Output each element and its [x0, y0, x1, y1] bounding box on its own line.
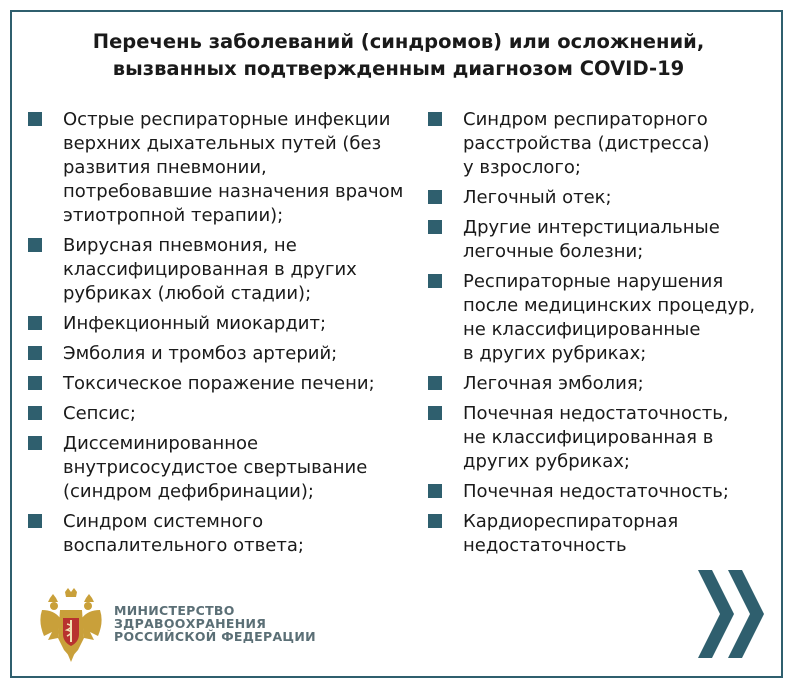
ministry-line-1: МИНИСТЕРСТВО [114, 603, 235, 618]
square-bullet-icon [428, 514, 442, 528]
list-item [428, 216, 773, 264]
list-item-text: Эмболия и тромбоз артерий; [63, 343, 338, 364]
list-item [28, 402, 423, 426]
list-item-text: Синдром респираторного расстройства (дистресса) у взрослого; [463, 109, 710, 178]
list-item [28, 510, 423, 558]
square-bullet-icon [428, 274, 442, 288]
title-line-1: Перечень заболеваний (синдромов) или осложнений, [92, 30, 705, 53]
list-item [428, 372, 773, 396]
square-bullet-icon [428, 220, 442, 234]
square-bullet-icon [428, 484, 442, 498]
square-bullet-icon [428, 190, 442, 204]
left-disease-list [28, 108, 423, 558]
list-item [428, 108, 773, 180]
square-bullet-icon [28, 406, 42, 420]
double-chevron-right-icon [698, 570, 768, 658]
list-item-text: Сепсис; [63, 403, 136, 424]
list-item-text: Синдром системного воспалительного ответа; [63, 511, 304, 556]
list-item [428, 510, 773, 558]
list-item [428, 402, 773, 474]
list-item-text: Диссеминированное внутрисосудистое свертывание (синдром дефибринации); [63, 433, 368, 502]
square-bullet-icon [28, 316, 42, 330]
title-line-2: вызванных подтвержденным диагнозом COVID-19 [112, 57, 685, 80]
list-item [28, 432, 423, 504]
list-item-text: Токсическое поражение печени; [63, 373, 375, 394]
list-item-text: Почечная недостаточность; [463, 481, 729, 502]
square-bullet-icon [28, 376, 42, 390]
list-item [28, 312, 423, 336]
right-disease-list [428, 108, 773, 558]
list-item-text: Инфекционный миокардит; [63, 313, 327, 334]
square-bullet-icon [28, 346, 42, 360]
ministry-line-3: РОССИЙСКОЙ ФЕДЕРАЦИИ [114, 629, 316, 644]
square-bullet-icon [428, 406, 442, 420]
ministry-name [114, 604, 316, 643]
list-item-text: Острые респираторные инфекции верхних дыхательных путей (без развития пневмонии, потребовавшие назначения врачом этиотропной терапии); [63, 109, 404, 226]
list-item [28, 372, 423, 396]
list-item [428, 480, 773, 504]
double-headed-eagle-emblem-icon [38, 588, 104, 662]
list-item-text: Легочный отек; [463, 187, 612, 208]
list-item-text: Кардиореспираторная недостаточность [463, 511, 679, 556]
list-item [28, 234, 423, 306]
square-bullet-icon [28, 436, 42, 450]
list-item-text: Другие интерстициальные легочные болезни; [463, 217, 720, 262]
left-column [28, 108, 423, 564]
page-title [0, 28, 797, 82]
list-item [428, 186, 773, 210]
square-bullet-icon [28, 112, 42, 126]
square-bullet-icon [428, 112, 442, 126]
square-bullet-icon [28, 238, 42, 252]
square-bullet-icon [428, 376, 442, 390]
list-item-text: Легочная эмболия; [463, 373, 644, 394]
square-bullet-icon [28, 514, 42, 528]
list-item [428, 270, 773, 366]
right-column [428, 108, 773, 564]
list-item [28, 108, 423, 228]
ministry-line-2: ЗДРАВООХРАНЕНИЯ [114, 616, 267, 631]
list-item-text: Респираторные нарушения после медицинских процедур, не классифицированные в других рубриках; [463, 271, 756, 364]
list-item-text: Почечная недостаточность, не классифицированная в других рубриках; [463, 403, 729, 472]
list-item [28, 342, 423, 366]
list-item-text: Вирусная пневмония, не классифицированная в других рубриках (любой стадии); [63, 235, 357, 304]
